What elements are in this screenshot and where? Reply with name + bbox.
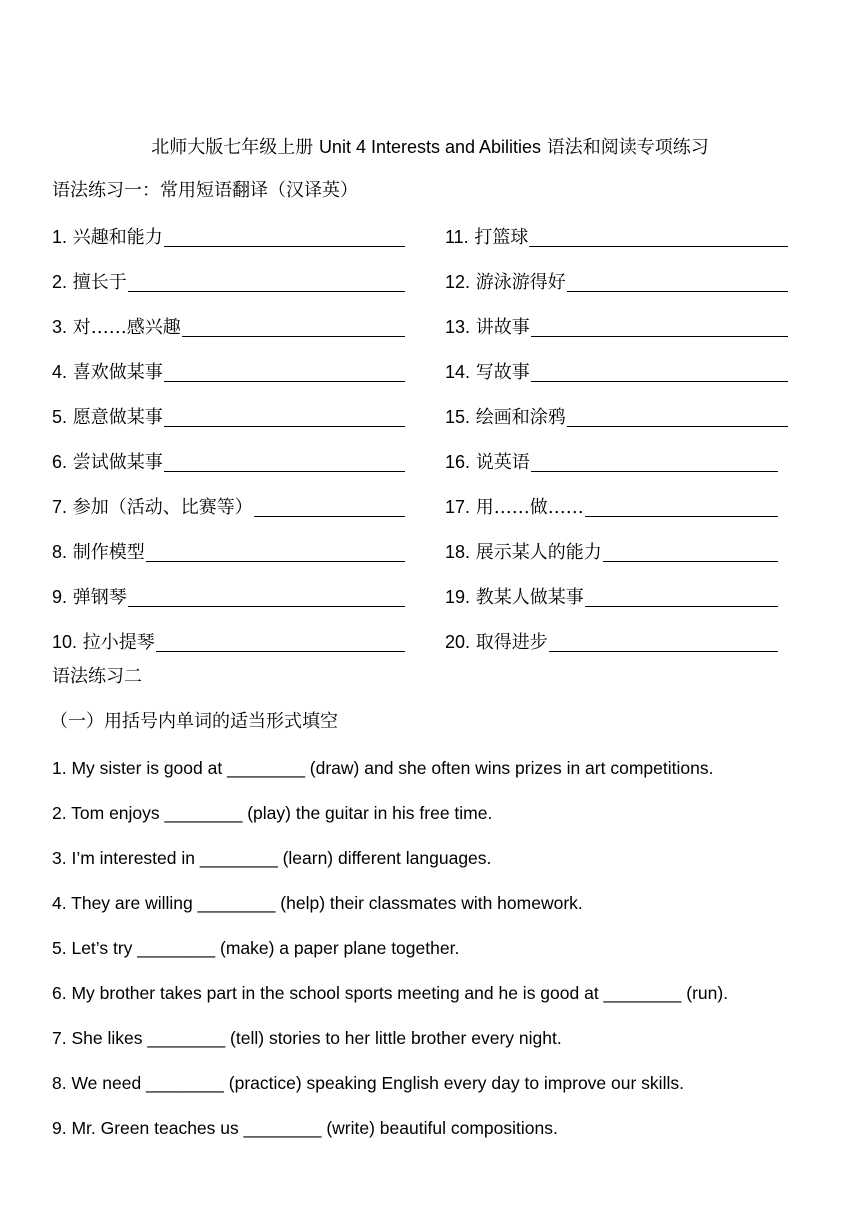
phrase-text: 对……感兴趣 [72, 317, 181, 338]
phrase-number: 4. [52, 362, 68, 382]
phrase-number: 17. [445, 497, 471, 517]
phrase-item [445, 584, 778, 610]
fill-in-sentence: 7. She likes ________ (tell) stories to her little brother every night. [52, 1028, 562, 1048]
phrase-item [445, 224, 788, 250]
phrase-number: 12. [445, 272, 471, 292]
phrase-text: 游泳游得好 [475, 272, 566, 293]
answer-blank[interactable] [164, 471, 405, 472]
phrase-number: 14. [445, 362, 471, 382]
phrase-item [52, 539, 405, 565]
answer-blank[interactable] [585, 606, 778, 607]
phrase-number: 15. [445, 407, 471, 427]
answer-blank[interactable] [254, 516, 405, 517]
answer-blank[interactable] [549, 651, 778, 652]
section1-heading: 语法练习一：常用短语翻译（汉译英） [52, 180, 358, 201]
fill-in-sentence: 4. They are willing ________ (help) their classmates with homework. [52, 893, 583, 913]
phrase-number: 5. [52, 407, 68, 427]
fill-in-sentence: 1. My sister is good at ________ (draw) and she often wins prizes in art competitions. [52, 758, 714, 778]
phrase-item [52, 449, 405, 475]
phrase-text: 教某人做某事 [475, 587, 584, 608]
phrase-number: 9. [52, 587, 68, 607]
phrase-number: 20. [445, 632, 471, 652]
answer-blank[interactable] [182, 336, 405, 337]
fill-in-sentence: 5. Let’s try ________ (make) a paper plane together. [52, 938, 460, 958]
answer-blank[interactable] [164, 246, 405, 247]
phrase-item [52, 584, 405, 610]
phrase-item [52, 359, 405, 385]
phrase-text: 喜欢做某事 [72, 362, 163, 383]
answer-blank[interactable] [529, 246, 788, 247]
phrase-item [52, 314, 405, 340]
answer-blank[interactable] [146, 561, 405, 562]
phrase-text: 兴趣和能力 [72, 227, 163, 248]
phrase-number: 19. [445, 587, 471, 607]
fill-in-sentence: 2. Tom enjoys ________ (play) the guitar in his free time. [52, 803, 493, 823]
answer-blank[interactable] [531, 381, 788, 382]
answer-blank[interactable] [128, 606, 405, 607]
phrase-text: 愿意做某事 [72, 407, 163, 428]
phrase-text: 取得进步 [475, 632, 548, 653]
phrase-text: 擅长于 [72, 272, 127, 293]
phrase-number: 2. [52, 272, 68, 292]
title-en: Unit 4 Interests and Abilities [318, 137, 542, 157]
phrase-text: 说英语 [475, 452, 530, 473]
phrase-text: 用……做…… [475, 497, 584, 518]
phrase-item [445, 269, 788, 295]
section2-heading: 语法练习二 [52, 666, 142, 687]
phrase-item [445, 539, 778, 565]
phrase-number: 1. [52, 227, 68, 247]
phrase-text: 拉小提琴 [82, 632, 155, 653]
answer-blank[interactable] [164, 381, 405, 382]
answer-blank[interactable] [531, 471, 778, 472]
phrase-item [445, 449, 778, 475]
fill-in-sentence: 9. Mr. Green teaches us ________ (write) beautiful compositions. [52, 1118, 558, 1138]
phrase-number: 11. [445, 227, 469, 247]
answer-blank[interactable] [567, 426, 788, 427]
phrase-text: 参加（活动、比赛等） [72, 497, 253, 518]
phrase-number: 7. [52, 497, 68, 517]
phrase-item [445, 314, 788, 340]
phrase-text: 绘画和涂鸦 [475, 407, 566, 428]
title-cn-suffix: 语法和阅读专项练习 [546, 137, 709, 158]
phrase-number: 8. [52, 542, 68, 562]
phrase-text: 写故事 [475, 362, 530, 383]
phrase-text: 弹钢琴 [72, 587, 127, 608]
phrase-item [52, 224, 405, 250]
page-title [0, 134, 860, 161]
phrase-text: 打篮球 [474, 227, 529, 248]
phrase-number: 18. [445, 542, 471, 562]
phrase-text: 讲故事 [475, 317, 530, 338]
answer-blank[interactable] [531, 336, 788, 337]
phrase-number: 6. [52, 452, 68, 472]
answer-blank[interactable] [156, 651, 405, 652]
phrase-item [445, 494, 778, 520]
answer-blank[interactable] [585, 516, 778, 517]
phrase-number: 3. [52, 317, 68, 337]
phrase-item [52, 404, 405, 430]
phrase-item [445, 404, 788, 430]
phrase-text: 制作模型 [72, 542, 145, 563]
fill-in-sentence: 3. I’m interested in ________ (learn) different languages. [52, 848, 492, 868]
phrase-item [52, 494, 405, 520]
section2-subheading: （一）用括号内单词的适当形式填空 [50, 711, 338, 732]
phrase-item [52, 629, 405, 655]
phrase-number: 16. [445, 452, 471, 472]
title-cn-prefix: 北师大版七年级上册 [151, 137, 314, 158]
fill-in-sentence: 8. We need ________ (practice) speaking English every day to improve our skills. [52, 1073, 684, 1093]
phrase-number: 10. [52, 632, 78, 652]
answer-blank[interactable] [603, 561, 778, 562]
phrase-number: 13. [445, 317, 471, 337]
phrase-item [445, 359, 788, 385]
answer-blank[interactable] [567, 291, 788, 292]
phrase-text: 展示某人的能力 [475, 542, 602, 563]
phrase-item [445, 629, 778, 655]
phrase-item [52, 269, 405, 295]
fill-in-sentence: 6. My brother takes part in the school sports meeting and he is good at ________ (run). [52, 983, 729, 1003]
answer-blank[interactable] [128, 291, 405, 292]
phrase-text: 尝试做某事 [72, 452, 163, 473]
answer-blank[interactable] [164, 426, 405, 427]
